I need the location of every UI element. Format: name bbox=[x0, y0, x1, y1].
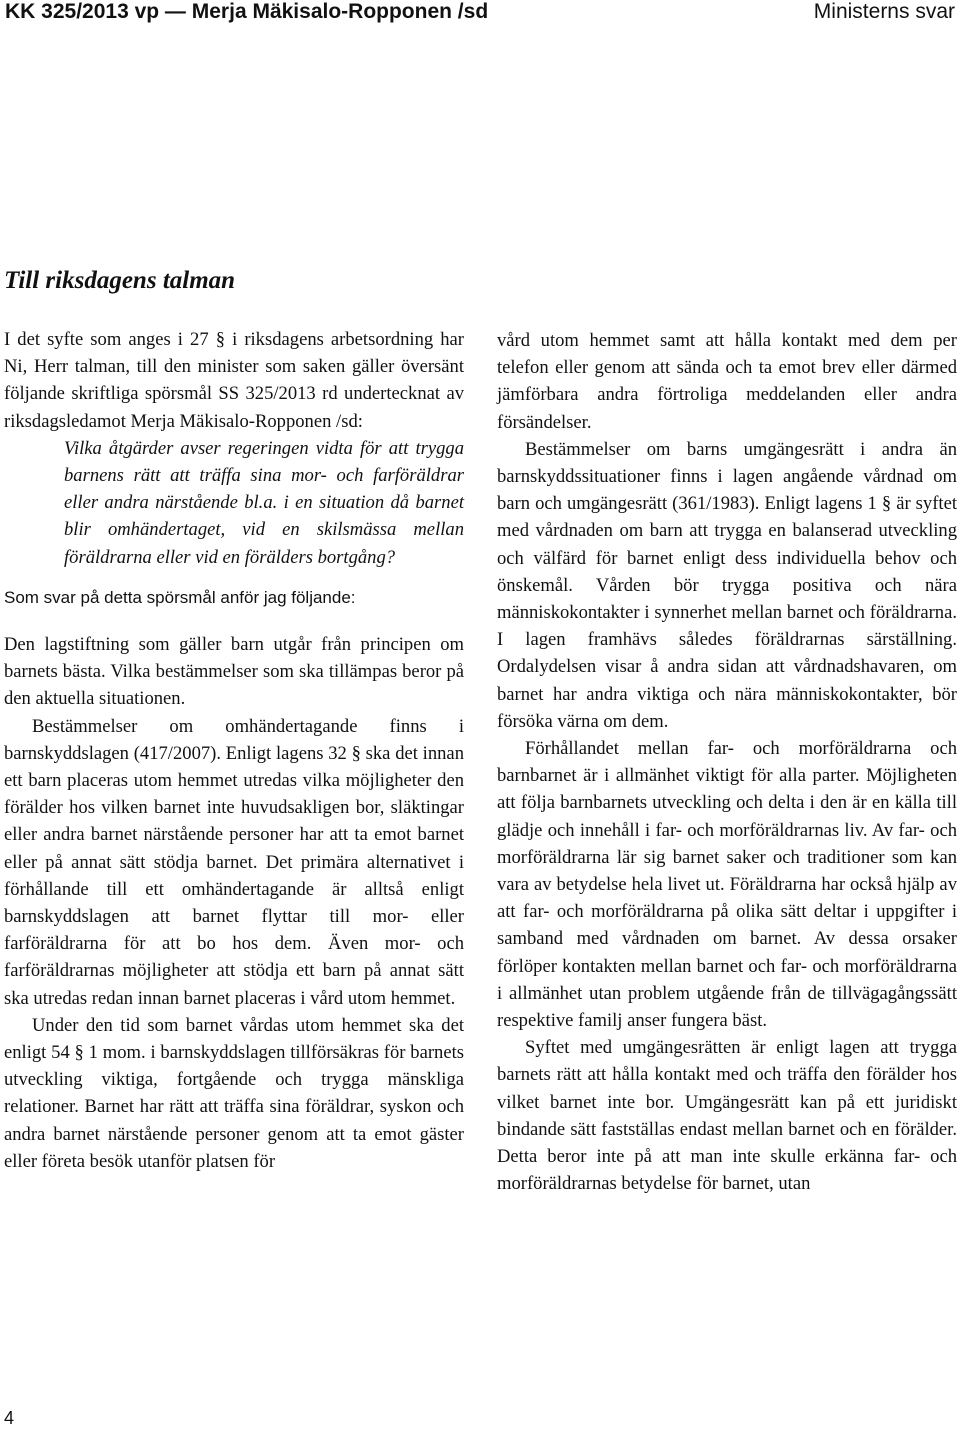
page-title: Till riksdagens talman bbox=[4, 267, 236, 294]
paragraph: Under den tid som barnet vårdas utom hemmet ska det enligt 54 § 1 mom. i barnskyddslagen tillförsäkras för barnets utveckling viktiga, fortgående och trygga mänskliga relationer. Barnet har rätt att träffa sina föräldrar, syskon och andra barnet närstående personer genom att ta emot gäster eller företa besök utanför platsen för bbox=[4, 1014, 464, 1172]
paragraph: Den lagstiftning som gäller barn utgår från principen om barnets bästa. Vilka bestämmelser som ska tillämpas beror på den aktuella situationen. bbox=[4, 634, 464, 710]
question-quote: Vilka åtgärder avser regeringen vidta för att trygga barnens rätt att träffa sina mor- och farföräldrar eller andra närstående bl.a. i en situation då barnet blir omhändertaget, vid en skilsmässa mellan föräldrarna eller vid en förälders bortgång? bbox=[64, 437, 464, 568]
paragraph: Förhållandet mellan far- och morföräldrarna och barnbarnet är i allmänhet viktigt för alla parter. Möjligheten att följa barnbarnets utveckling och delta i den är en källa till glädje och innehåll i far- och morföräldrarnas liv. Av far- och morföräldrarna lär sig barnet saker och traditioner som kan vara av betydelse hela livet ut. Föräldrarna har också hjälp av att far- och morföräldrarna på olika sätt deltar i uppgifter i samband med vårdnaden om barnet. Av dessa orsaker förlöper kontakten mellan barnet och far- och morföräldrarna i allmänhet utan problem utgående från de tillvägagångssätt respektive familj anser fungera bäst. bbox=[497, 738, 957, 1032]
paragraph: Bestämmelser om omhändertagande finns i barnskyddslagen (417/2007). Enligt lagens 32 § ska det innan ett barn placeras utom hemmet utredas vilka möjligheter den förälder hos vilken barnet inte huvudsakligen bor, släktingar eller andra barnet närstående personer har att ta emot barnet eller på annat sätt stödja barnet. Det primära alternativet i förhållande till ett omhändertagande är alltså enligt barnskyddslagen att barnet flyttar till mor- eller farföräldrarna för att bo hos dem. Även mor- och farföräldrarnas möjligheter att stödja ett barn på annat sätt ska utredas redan innan barnet placeras i vård utom hemmet. bbox=[4, 715, 464, 1009]
paragraph: vård utom hemmet samt att hålla kontakt med dem per telefon eller genom att sända och ta emot brev eller därmed jämförbara andra förtroliga meddelanden eller andra försändelser. bbox=[497, 330, 957, 433]
running-header-title: KK 325/2013 vp — Merja Mäkisalo-Ropponen /sd bbox=[5, 0, 489, 23]
answer-intro: Som svar på detta spörsmål anför jag följande: bbox=[4, 587, 356, 607]
paragraph: Syftet med umgängesrätten är enligt lagen att trygga barnets rätt att hålla kontakt med och träffa den förälder hos vilket barnet inte bor. Umgängesrätt kan på ett juridiskt bindande sätt fastställas endast mellan barnet och en förälder. Detta beror inte på att man inte skulle erkänna far- och morföräldrarnas betydelse för barnet, utan bbox=[497, 1037, 957, 1195]
right-column bbox=[497, 327, 957, 1198]
running-header-section: Ministerns svar bbox=[813, 0, 955, 23]
intro-paragraph: I det syfte som anges i 27 § i riksdagens arbetsordning har Ni, Herr talman, till den minister som saken gäller översänt följande skriftliga spörsmål SS 325/2013 rd undertecknat av riksdagsledamot Merja Mäkisalo-Ropponen /sd: bbox=[4, 329, 464, 432]
page-number: 4 bbox=[4, 1408, 15, 1428]
paragraph: Bestämmelser om barns umgängesrätt i andra än barnskyddssituationer finns i lagen angående vårdnad om barn och umgängesrätt (361/1983). Enligt lagens 1 § är syftet med vårdnaden om barn att trygga en balanserad utveckling och välfärd för barnet enligt dess individuella behov och önskemål. Vården bör trygga positiva och nära människokontakter i synnerhet mellan barnet och föräldrarna. I lagen framhävs således föräldrarnas särställning. Ordalydelsen visar å andra sidan att vårdnadshavaren, om barnet har andra viktiga och nära människokontakter, bör försöka värna om dem. bbox=[497, 438, 957, 732]
left-column bbox=[4, 326, 464, 1175]
